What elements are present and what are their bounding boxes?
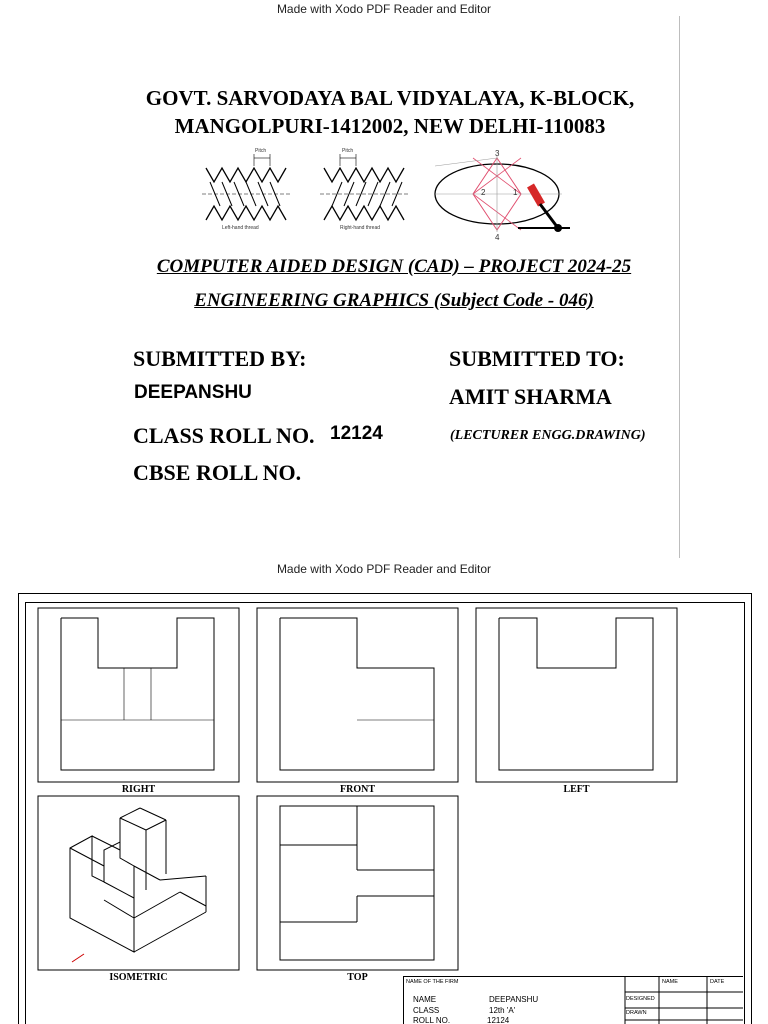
firm-label: NAME OF THE FIRM xyxy=(406,979,459,985)
class-roll-label: CLASS ROLL NO. xyxy=(133,423,315,448)
name-label: NAME xyxy=(413,995,437,1004)
class-roll-value: 12124 xyxy=(330,423,383,444)
cbse-roll-label: CBSE ROLL NO. xyxy=(133,460,302,485)
isometric-view-label: ISOMETRIC xyxy=(109,972,168,983)
left-view-label: LEFT xyxy=(563,784,590,795)
right-hand-thread-caption: Right-hand thread xyxy=(340,225,381,231)
class-label: CLASS xyxy=(413,1006,440,1015)
col-date-header: DATE xyxy=(710,979,725,985)
top-view xyxy=(257,796,458,970)
class-value: 12th 'A' xyxy=(489,1006,516,1015)
submitted-to-label: SUBMITTED TO: xyxy=(449,346,625,371)
roll-label: ROLL NO. xyxy=(413,1016,451,1024)
right-view xyxy=(38,608,239,782)
roll-value: 12124 xyxy=(487,1016,510,1024)
pitch-caption-left: Pitch xyxy=(255,148,267,154)
col-name-header: NAME xyxy=(662,979,678,985)
drawn-row-label: DRAWN xyxy=(626,1010,647,1016)
designation: (LECTURER ENGG.DRAWING) xyxy=(450,428,646,443)
top-view-label: TOP xyxy=(347,972,368,983)
name-value: DEEPANSHU xyxy=(489,995,539,1004)
left-hand-thread-caption: Left-hand thread xyxy=(222,225,259,231)
watermark-top: Made with Xodo PDF Reader and Editor xyxy=(276,2,492,16)
ellipse-point-2: 2 xyxy=(481,188,486,197)
submitted-to-name: AMIT SHARMA xyxy=(449,384,612,409)
ellipse-point-3: 3 xyxy=(495,149,500,158)
front-view xyxy=(257,608,458,782)
front-view-label: FRONT xyxy=(340,784,375,795)
school-name-line1: GOVT. SARVODAYA BAL VIDYALAYA, K-BLOCK, xyxy=(145,86,635,110)
ellipse-point-1: 1 xyxy=(513,188,518,197)
ellipse-point-4: 4 xyxy=(495,233,500,242)
project-title: COMPUTER AIDED DESIGN (CAD) – PROJECT 2024-25 xyxy=(156,256,632,277)
subject-title: ENGINEERING GRAPHICS (Subject Code - 046) xyxy=(194,290,594,311)
school-name-line2: MANGOLPURI-1412002, NEW DELHI-110083 xyxy=(174,114,606,138)
designed-row-label: DESIGNED xyxy=(626,996,655,1002)
isometric-view xyxy=(38,796,239,970)
submitted-by-name: DEEPANSHU xyxy=(134,382,252,403)
submitted-by-label: SUBMITTED BY: xyxy=(133,346,307,371)
right-view-label: RIGHT xyxy=(121,784,156,795)
left-view xyxy=(476,608,677,782)
watermark-second: Made with Xodo PDF Reader and Editor xyxy=(276,562,492,576)
pitch-caption-right: Pitch xyxy=(342,148,354,154)
